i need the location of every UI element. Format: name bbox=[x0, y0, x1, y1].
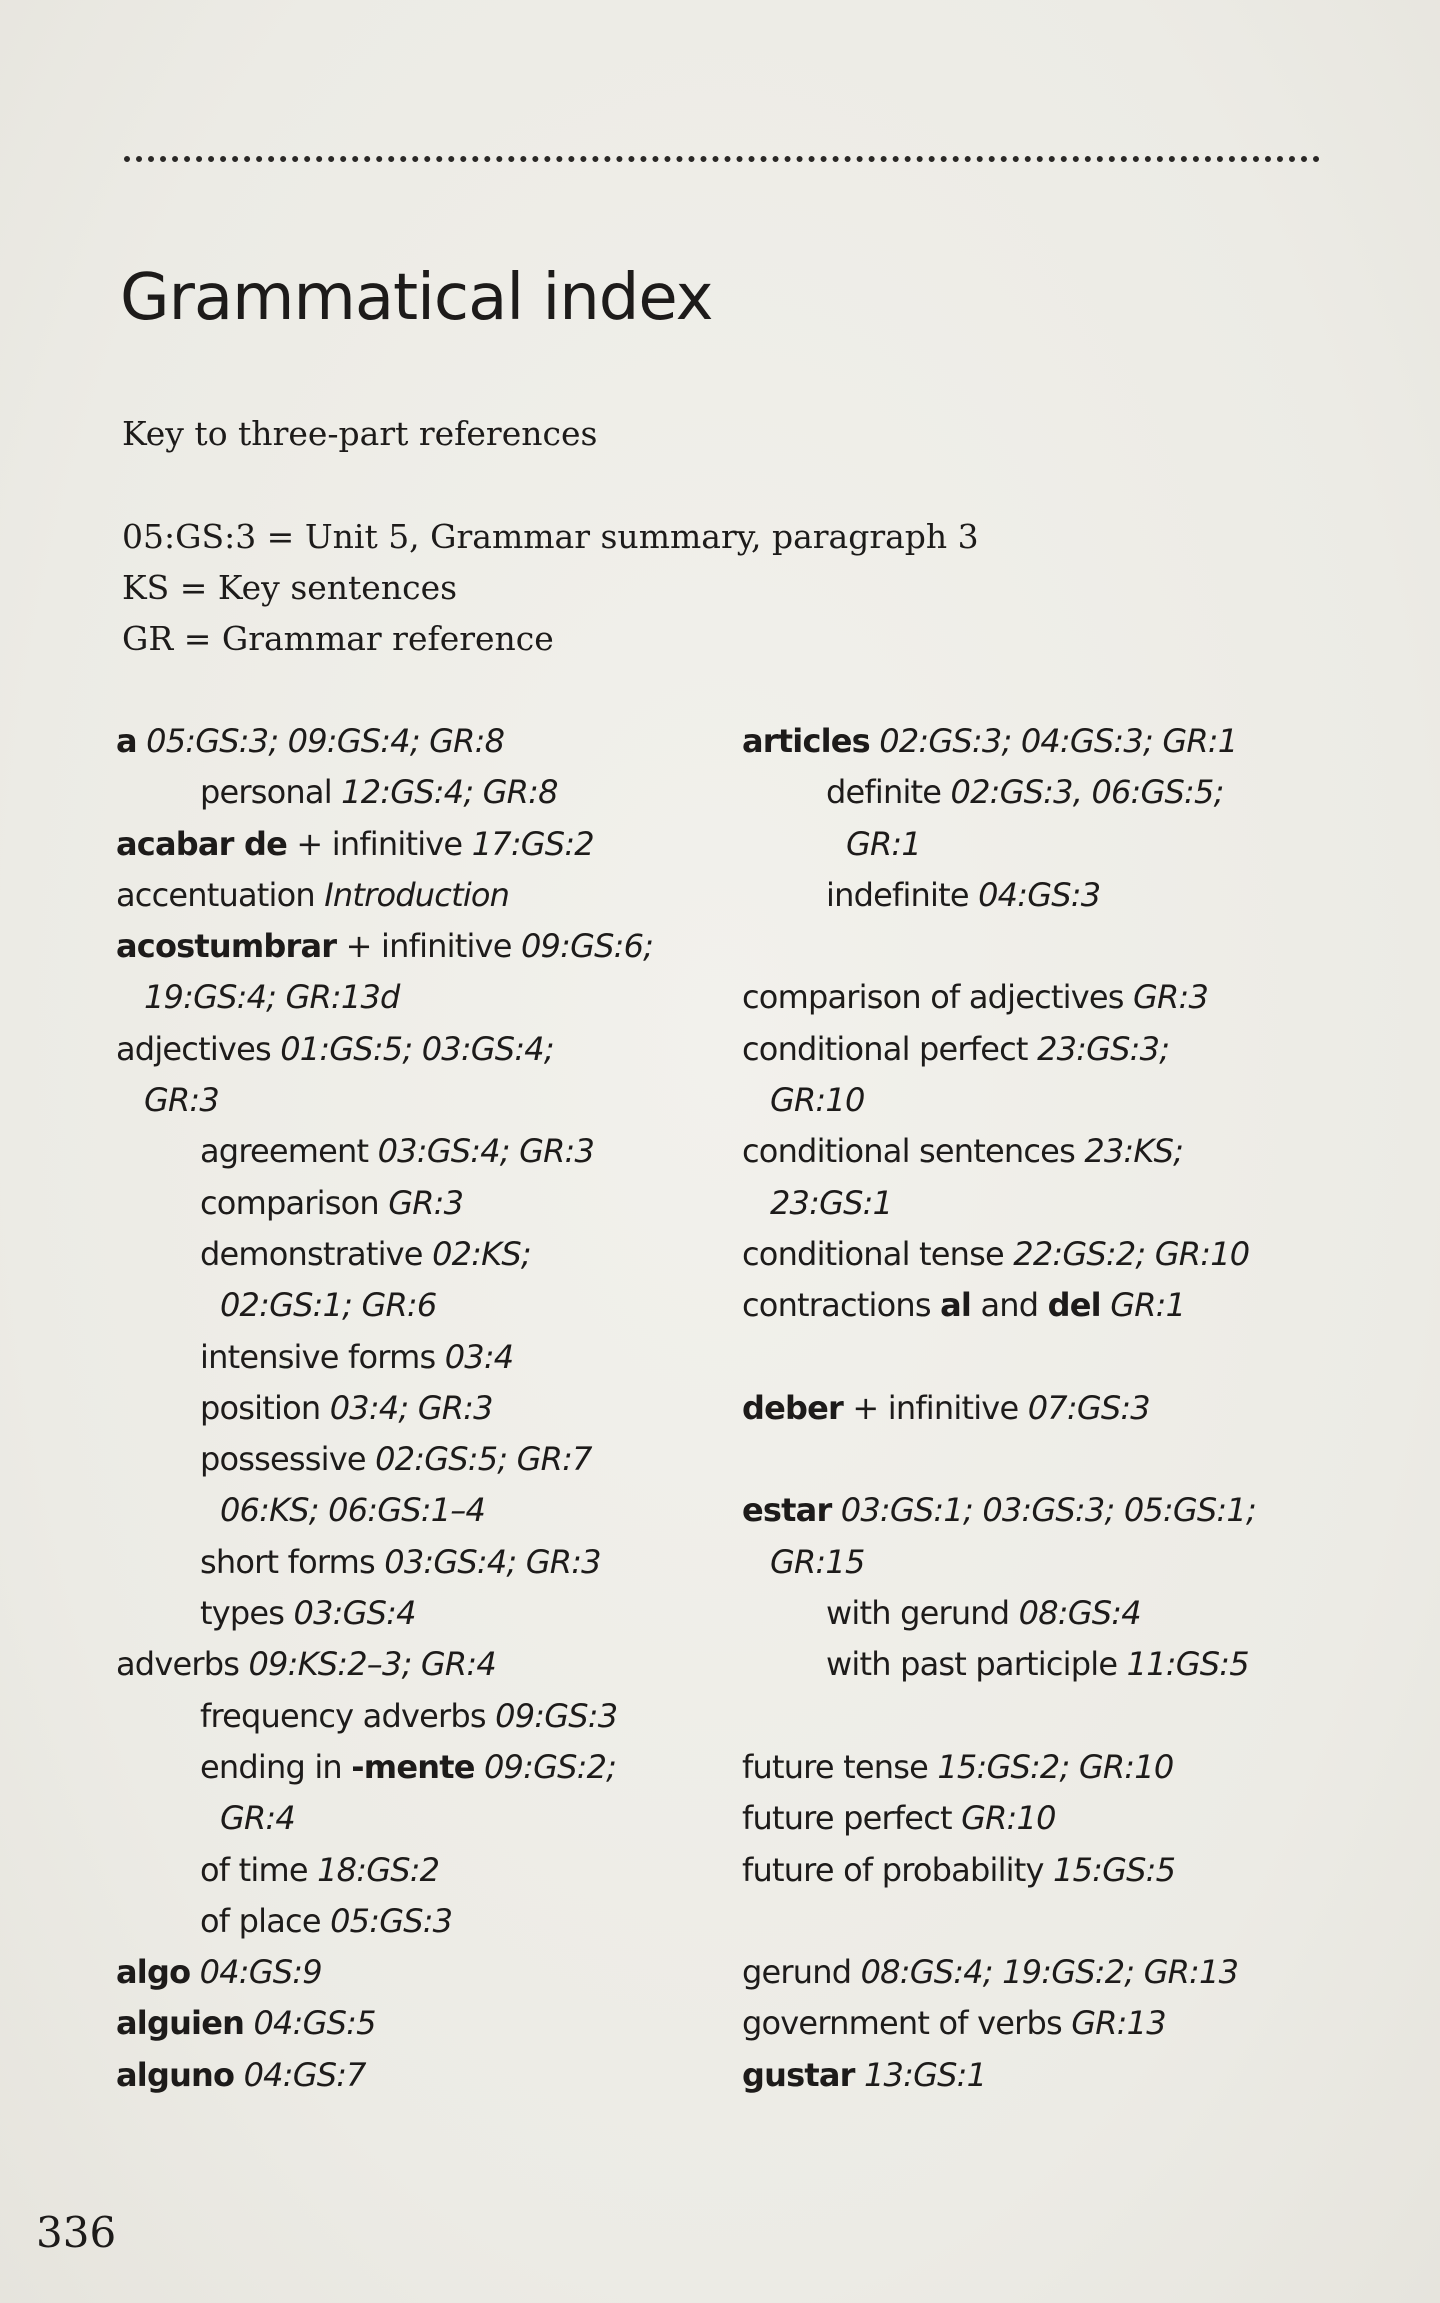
entry-reference: 05:GS:3 bbox=[330, 1901, 453, 1940]
index-entry bbox=[742, 1793, 1332, 1844]
entry-text: comparison bbox=[200, 1183, 389, 1222]
entry-text: intensive forms bbox=[200, 1337, 445, 1376]
entry-text: conditional sentences bbox=[742, 1132, 1085, 1171]
index-entry bbox=[116, 1024, 706, 1075]
entry-reference: 02:GS:5; GR:7 bbox=[375, 1440, 592, 1479]
index-entry bbox=[742, 1742, 1332, 1793]
entry-reference: 03:GS:4; GR:3 bbox=[384, 1542, 601, 1581]
entry-headword: a bbox=[116, 722, 137, 760]
index-entry bbox=[116, 1742, 706, 1793]
entry-text: + infinitive bbox=[843, 1388, 1028, 1427]
entry-text: conditional tense bbox=[742, 1234, 1014, 1273]
entry-reference: 08:GS:4 bbox=[1018, 1594, 1141, 1633]
entry-spacer bbox=[742, 1896, 1332, 1947]
index-entry bbox=[742, 1998, 1332, 2049]
entry-reference: 04:GS:3 bbox=[978, 875, 1101, 914]
entry-text: government of verbs bbox=[742, 2004, 1072, 2043]
entry-reference: 05:GS:3; 09:GS:4; GR:8 bbox=[136, 722, 505, 760]
entry-text: possessive bbox=[200, 1440, 376, 1479]
entry-reference: 09:GS:3 bbox=[495, 1696, 618, 1735]
entry-text: of place bbox=[200, 1901, 331, 1940]
index-entry bbox=[116, 1588, 706, 1639]
entry-spacer bbox=[742, 1691, 1332, 1742]
index-entry bbox=[742, 1024, 1332, 1075]
index-entry bbox=[742, 2050, 1332, 2101]
entry-reference: GR:3 bbox=[144, 1081, 219, 1120]
entry-headword: -mente bbox=[351, 1747, 475, 1786]
key-gap bbox=[122, 459, 979, 511]
entry-reference: 03:4; GR:3 bbox=[329, 1388, 493, 1427]
entry-headword: alguno bbox=[116, 2055, 235, 2094]
entry-headword: articles bbox=[742, 722, 870, 760]
entry-spacer bbox=[742, 921, 1332, 972]
entry-text: conditional perfect bbox=[742, 1029, 1038, 1068]
entry-headword: deber bbox=[742, 1388, 844, 1427]
entry-reference: 11:GS:5 bbox=[1126, 1645, 1249, 1684]
index-entry-continuation bbox=[742, 1537, 1332, 1588]
entry-reference: 02:GS:3, 06:GS:5; bbox=[950, 773, 1224, 812]
index-entry-continuation bbox=[742, 819, 1332, 870]
page-title: Grammatical index bbox=[120, 260, 713, 335]
index-entry bbox=[742, 870, 1332, 921]
index-entry bbox=[116, 1126, 706, 1177]
reference-key bbox=[122, 408, 979, 664]
index-entry bbox=[742, 1485, 1332, 1536]
entry-reference: 04:GS:9 bbox=[190, 1953, 322, 1992]
entry-text: adjectives bbox=[116, 1029, 281, 1068]
index-entry bbox=[116, 819, 706, 870]
entry-headword: del bbox=[1047, 1286, 1101, 1325]
index-entry bbox=[742, 1845, 1332, 1896]
entry-text: and bbox=[971, 1286, 1048, 1325]
entry-reference: GR:3 bbox=[1133, 978, 1209, 1017]
index-entry bbox=[742, 1383, 1332, 1434]
entry-reference: Introduction bbox=[324, 875, 510, 914]
entry-reference: 03:4 bbox=[444, 1337, 514, 1376]
entry-text: agreement bbox=[200, 1132, 378, 1171]
entry-reference: 06:KS; 06:GS:1–4 bbox=[220, 1491, 486, 1530]
index-entry-continuation bbox=[116, 1075, 706, 1126]
index-entry bbox=[742, 1126, 1332, 1177]
entry-headword: acostumbrar bbox=[116, 927, 337, 966]
entry-reference: 03:GS:4 bbox=[293, 1594, 416, 1633]
entry-reference: 23:GS:1 bbox=[770, 1183, 893, 1222]
entry-text: + infinitive bbox=[287, 824, 472, 863]
index-entry bbox=[116, 1434, 706, 1485]
index-entry-continuation bbox=[116, 1793, 706, 1844]
entry-reference: 13:GS:1 bbox=[854, 2055, 987, 2094]
entry-text: frequency adverbs bbox=[200, 1696, 496, 1735]
entry-headword: estar bbox=[742, 1491, 832, 1530]
index-entry bbox=[116, 1383, 706, 1434]
index-entry-continuation bbox=[116, 972, 706, 1023]
index-entry bbox=[116, 1537, 706, 1588]
entry-text: ending in bbox=[200, 1747, 352, 1786]
index-entry bbox=[742, 1639, 1332, 1690]
index-entry bbox=[116, 1998, 706, 2049]
entry-reference: GR:10 bbox=[770, 1081, 865, 1120]
index-entry-continuation bbox=[742, 1075, 1332, 1126]
entry-text: position bbox=[200, 1388, 330, 1427]
entry-reference: 18:GS:2 bbox=[317, 1850, 440, 1889]
index-column-right bbox=[742, 716, 1332, 2101]
entry-text: types bbox=[200, 1594, 294, 1633]
index-entry bbox=[742, 1280, 1332, 1331]
entry-reference: 03:GS:1; 03:GS:3; 05:GS:1; bbox=[831, 1491, 1256, 1530]
entry-reference: 02:KS; bbox=[432, 1234, 531, 1273]
entry-reference: GR:3 bbox=[388, 1183, 464, 1222]
entry-reference: GR:4 bbox=[220, 1799, 295, 1838]
entry-text: comparison of adjectives bbox=[742, 978, 1134, 1017]
page-number: 336 bbox=[36, 2208, 117, 2257]
index-entry bbox=[742, 1588, 1332, 1639]
index-entry bbox=[116, 1691, 706, 1742]
entry-text: accentuation bbox=[116, 875, 325, 914]
index-entry bbox=[116, 1332, 706, 1383]
entry-reference: 03:GS:4; GR:3 bbox=[377, 1132, 595, 1171]
index-entry-continuation bbox=[116, 1280, 706, 1331]
entry-reference: 02:GS:1; GR:6 bbox=[220, 1286, 437, 1325]
entry-spacer bbox=[742, 1434, 1332, 1485]
entry-reference: GR:1 bbox=[846, 824, 921, 863]
entry-reference: 02:GS:3; 04:GS:3; GR:1 bbox=[869, 722, 1238, 760]
entry-text: future tense bbox=[742, 1747, 938, 1786]
entry-reference: 23:KS; bbox=[1084, 1132, 1184, 1171]
entry-text: indefinite bbox=[826, 875, 979, 914]
index-entry bbox=[116, 870, 706, 921]
entry-headword: al bbox=[940, 1286, 972, 1325]
index-entry bbox=[116, 1845, 706, 1896]
entry-text: future perfect bbox=[742, 1799, 962, 1838]
entry-text: personal bbox=[200, 773, 342, 812]
entry-reference: 04:GS:5 bbox=[244, 2004, 376, 2043]
index-entry-continuation bbox=[742, 1178, 1332, 1229]
entry-reference: 22:GS:2; GR:10 bbox=[1013, 1234, 1250, 1273]
key-heading: Key to three-part references bbox=[122, 414, 598, 453]
key-line: KS = Key sentences bbox=[122, 568, 458, 607]
entry-reference: GR:1 bbox=[1100, 1286, 1186, 1325]
entry-reference: 09:GS:2; bbox=[474, 1747, 617, 1786]
index-entry bbox=[116, 1639, 706, 1690]
entry-reference: 12:GS:4; GR:8 bbox=[341, 773, 558, 812]
entry-reference: GR:15 bbox=[770, 1542, 865, 1581]
entry-text: with past participle bbox=[826, 1645, 1127, 1684]
index-column-left bbox=[116, 716, 706, 2101]
entry-headword: alguien bbox=[116, 2004, 245, 2043]
entry-reference: GR:13 bbox=[1071, 2004, 1166, 2043]
index-entry bbox=[742, 1229, 1332, 1280]
entry-reference: 15:GS:2; GR:10 bbox=[937, 1747, 1174, 1786]
entry-text: + infinitive bbox=[336, 927, 521, 966]
dotted-rule bbox=[124, 156, 1320, 162]
entry-spacer bbox=[742, 1332, 1332, 1383]
entry-reference: 08:GS:4; 19:GS:2; GR:13 bbox=[860, 1953, 1239, 1992]
entry-text: gerund bbox=[742, 1953, 861, 1992]
entry-reference: 19:GS:4; GR:13d bbox=[144, 978, 400, 1017]
index-entry bbox=[116, 1229, 706, 1280]
entry-reference: 23:GS:3; bbox=[1037, 1029, 1170, 1068]
entry-text: adverbs bbox=[116, 1645, 249, 1684]
entry-reference: 07:GS:3 bbox=[1027, 1388, 1150, 1427]
key-line: GR = Grammar reference bbox=[122, 619, 554, 658]
entry-reference: 17:GS:2 bbox=[471, 824, 594, 863]
entry-text: with gerund bbox=[826, 1594, 1019, 1633]
index-entry bbox=[116, 921, 706, 972]
entry-text: of time bbox=[200, 1850, 318, 1889]
entry-text: future of probability bbox=[742, 1850, 1054, 1889]
index-entry bbox=[742, 767, 1332, 818]
index-entry bbox=[116, 767, 706, 818]
entry-headword: algo bbox=[116, 1953, 191, 1992]
index-entry bbox=[116, 2050, 706, 2101]
entry-text: short forms bbox=[200, 1542, 385, 1581]
index-entry bbox=[742, 972, 1332, 1023]
entry-reference: 09:KS:2–3; GR:4 bbox=[248, 1645, 496, 1684]
entry-text: definite bbox=[826, 773, 951, 812]
entry-reference: 04:GS:7 bbox=[234, 2055, 366, 2094]
entry-reference: 09:GS:6; bbox=[520, 927, 654, 966]
key-line: 05:GS:3 = Unit 5, Grammar summary, paragraph 3 bbox=[122, 517, 979, 556]
entry-reference: 15:GS:5 bbox=[1053, 1850, 1176, 1889]
index-entry bbox=[116, 1178, 706, 1229]
index-entry bbox=[116, 1896, 706, 1947]
index-entry bbox=[742, 1947, 1332, 1998]
index-entry bbox=[742, 716, 1332, 767]
entry-headword: acabar de bbox=[116, 824, 287, 863]
entry-text: demonstrative bbox=[200, 1234, 433, 1273]
index-entry bbox=[116, 1947, 706, 1998]
entry-reference: 01:GS:5; 03:GS:4; bbox=[280, 1029, 554, 1068]
entry-headword: gustar bbox=[742, 2055, 855, 2094]
index-entry bbox=[116, 716, 706, 767]
index-entry-continuation bbox=[116, 1485, 706, 1536]
entry-text: contractions bbox=[742, 1286, 941, 1325]
entry-reference: GR:10 bbox=[961, 1799, 1056, 1838]
